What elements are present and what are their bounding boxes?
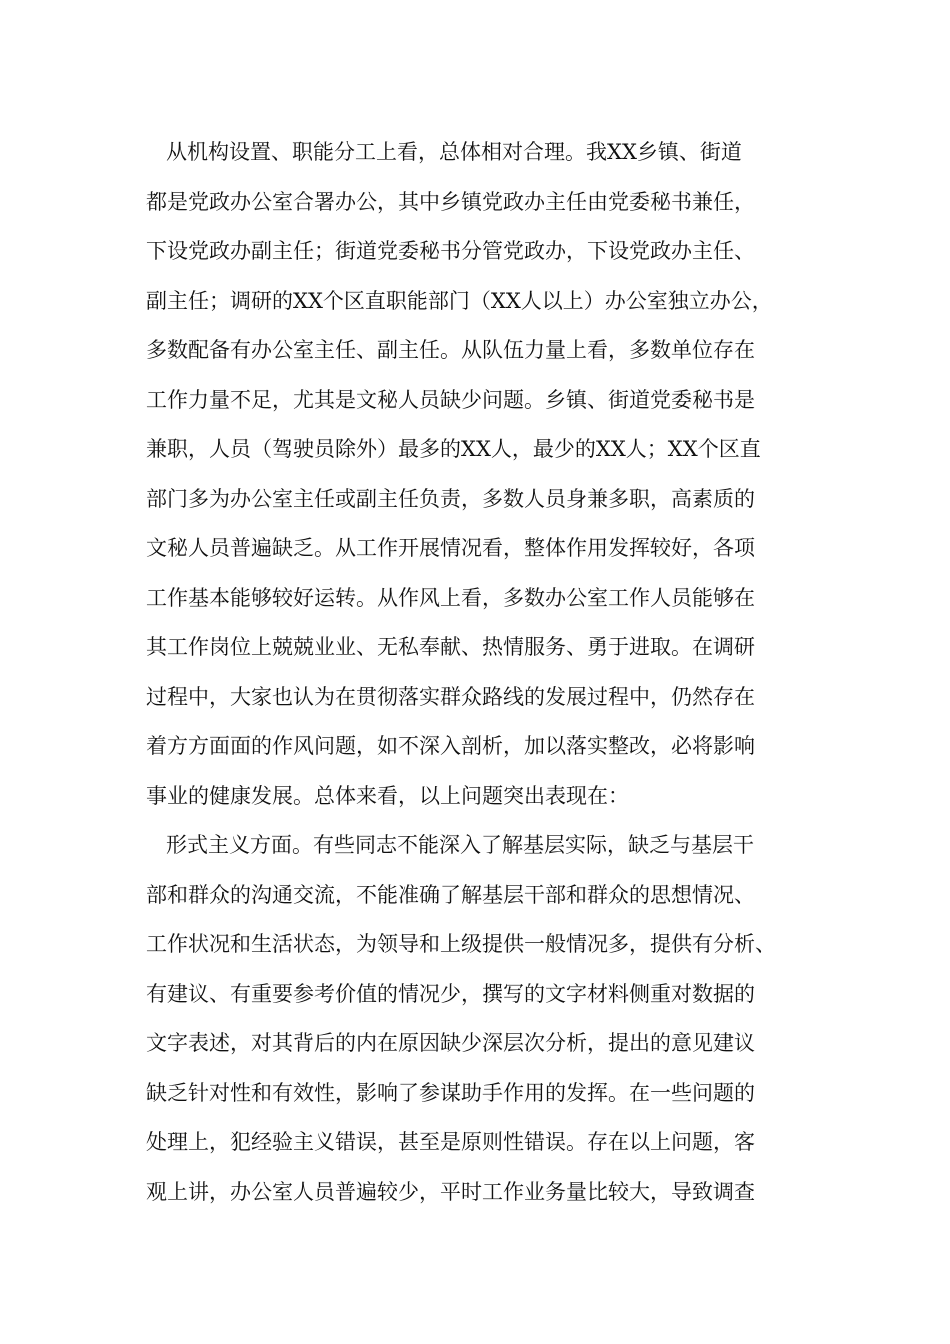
text-line: 文秘人员普遍缺乏。从工作开展情况看，整体作用发挥较好，各项 xyxy=(146,536,755,560)
paragraph-1 xyxy=(146,131,811,824)
text-line: 部门多为办公室主任或副主任负责，多数人员身兼多职，高素质的 xyxy=(146,486,755,511)
text-line: 都是党政办公室合署办公，其中乡镇党政办主任由党委秘书兼任， xyxy=(146,189,755,214)
text-line: 工作力量不足，尤其是文秘人员缺少问题。乡镇、街道党委秘书是 xyxy=(146,387,755,412)
text-line: 兼职，人员（驾驶员除外）最多的XX人，最少的XX人；XX个区直 xyxy=(146,437,761,461)
text-line: 从机构设置、职能分工上看，总体相对合理。我XX乡镇、街道 xyxy=(166,140,742,164)
text-line: 文字表述，对其背后的内在原因缺少深层次分析，提出的意见建议 xyxy=(146,1031,755,1055)
text-line: 多数配备有办公室主任、副主任。从队伍力量上看，多数单位存在 xyxy=(146,338,755,362)
paragraph-2 xyxy=(146,824,811,1220)
text-line: 有建议、有重要参考价值的情况少，撰写的文字材料侧重对数据的 xyxy=(146,981,755,1006)
text-line: 下设党政办副主任；街道党委秘书分管党政办，下设党政办主任、 xyxy=(146,239,755,263)
text-line: 其工作岗位上兢兢业业、无私奉献、热情服务、勇于进取。在调研 xyxy=(146,635,755,659)
text-line: 处理上，犯经验主义错误，甚至是原则性错误。存在以上问题，客 xyxy=(146,1130,755,1154)
text-line: 形式主义方面。有些同志不能深入了解基层实际，缺乏与基层干 xyxy=(166,833,754,857)
text-line: 工作状况和生活状态，为领导和上级提供一般情况多，提供有分析、 xyxy=(146,932,776,956)
text-line: 过程中，大家也认为在贯彻落实群众路线的发展过程中，仍然存在 xyxy=(146,684,755,709)
text-line: 着方方面面的作风问题，如不深入剖析，加以落实整改，必将影响 xyxy=(146,734,755,758)
text-line: 工作基本能够较好运转。从作风上看，多数办公室工作人员能够在 xyxy=(146,585,755,610)
text-line: 缺乏针对性和有效性，影响了参谋助手作用的发挥。在一些问题的 xyxy=(146,1080,755,1105)
text-line: 部和群众的沟通交流，不能准确了解基层干部和群众的思想情况、 xyxy=(146,882,755,907)
text-line: 观上讲，办公室人员普遍较少，平时工作业务量比较大，导致调查 xyxy=(146,1179,755,1204)
text-line: 事业的健康发展。总体来看，以上问题突出表现在： xyxy=(146,783,629,808)
text-line: 副主任；调研的XX个区直职能部门（XX人以上）办公室独立办公， xyxy=(146,288,773,313)
document-body xyxy=(146,131,811,1220)
